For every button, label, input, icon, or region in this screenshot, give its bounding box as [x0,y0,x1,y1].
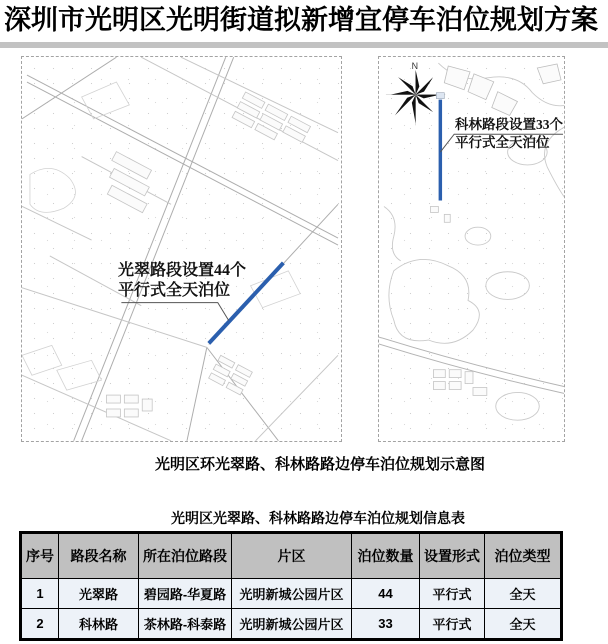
map-line-art-right [379,57,564,441]
road-segment-cap [436,93,444,99]
annotation-guangcui [118,261,246,301]
header-layout: 设置形式 [420,533,485,579]
cell-layout: 平行式 [420,579,485,609]
annotation-kelin-line1: 科林路段设置33个 [455,117,563,132]
table-row [21,609,562,640]
parking-plan-table [19,531,563,641]
cell-type: 全天 [485,609,562,640]
north-arrow-icon [391,70,440,123]
header-count: 泊位数量 [352,533,420,579]
cell-district: 光明新城公园片区 [232,579,352,609]
table-header-row [21,533,562,579]
map-line-art-left [22,57,341,441]
page-title: 深圳市光明区光明街道拟新增宜停车泊位规划方案 [4,5,598,35]
map-guangcui-road [21,56,342,442]
title-divider-bar [0,42,608,48]
annotation-kelin-line2: 平行式全天泊位 [455,135,550,150]
cell-count: 44 [352,579,420,609]
cell-segment: 茶林路-科泰路 [139,609,232,640]
cell-layout: 平行式 [420,609,485,640]
leader-line-left [121,303,228,321]
annotation-guangcui-line1: 光翠路段设置44个 [118,262,247,279]
cell-seq: 1 [21,579,59,609]
header-district: 片区 [232,533,352,579]
cell-road-name: 科林路 [59,609,139,640]
cell-district: 光明新城公园片区 [232,609,352,640]
cell-count: 33 [352,609,420,640]
cell-seq: 2 [21,609,59,640]
map-kelin-road [378,56,565,442]
annotation-guangcui-line2: 平行式全天泊位 [118,282,231,299]
header-type: 泊位类型 [485,533,562,579]
header-segment: 所在泊位路段 [139,533,232,579]
header-seq: 序号 [21,533,59,579]
cell-type: 全天 [485,579,562,609]
header-road-name: 路段名称 [59,533,139,579]
table-row [21,579,562,609]
cell-segment: 碧园路-华夏路 [139,579,232,609]
compass-north-label: N [411,60,419,71]
annotation-kelin [455,116,563,152]
figure-caption: 光明区环光翠路、科林路路边停车泊位规划示意图 [154,456,485,473]
cell-road-name: 光翠路 [59,579,139,609]
table-title: 光明区光翠路、科林路路边停车泊位规划信息表 [171,510,465,526]
